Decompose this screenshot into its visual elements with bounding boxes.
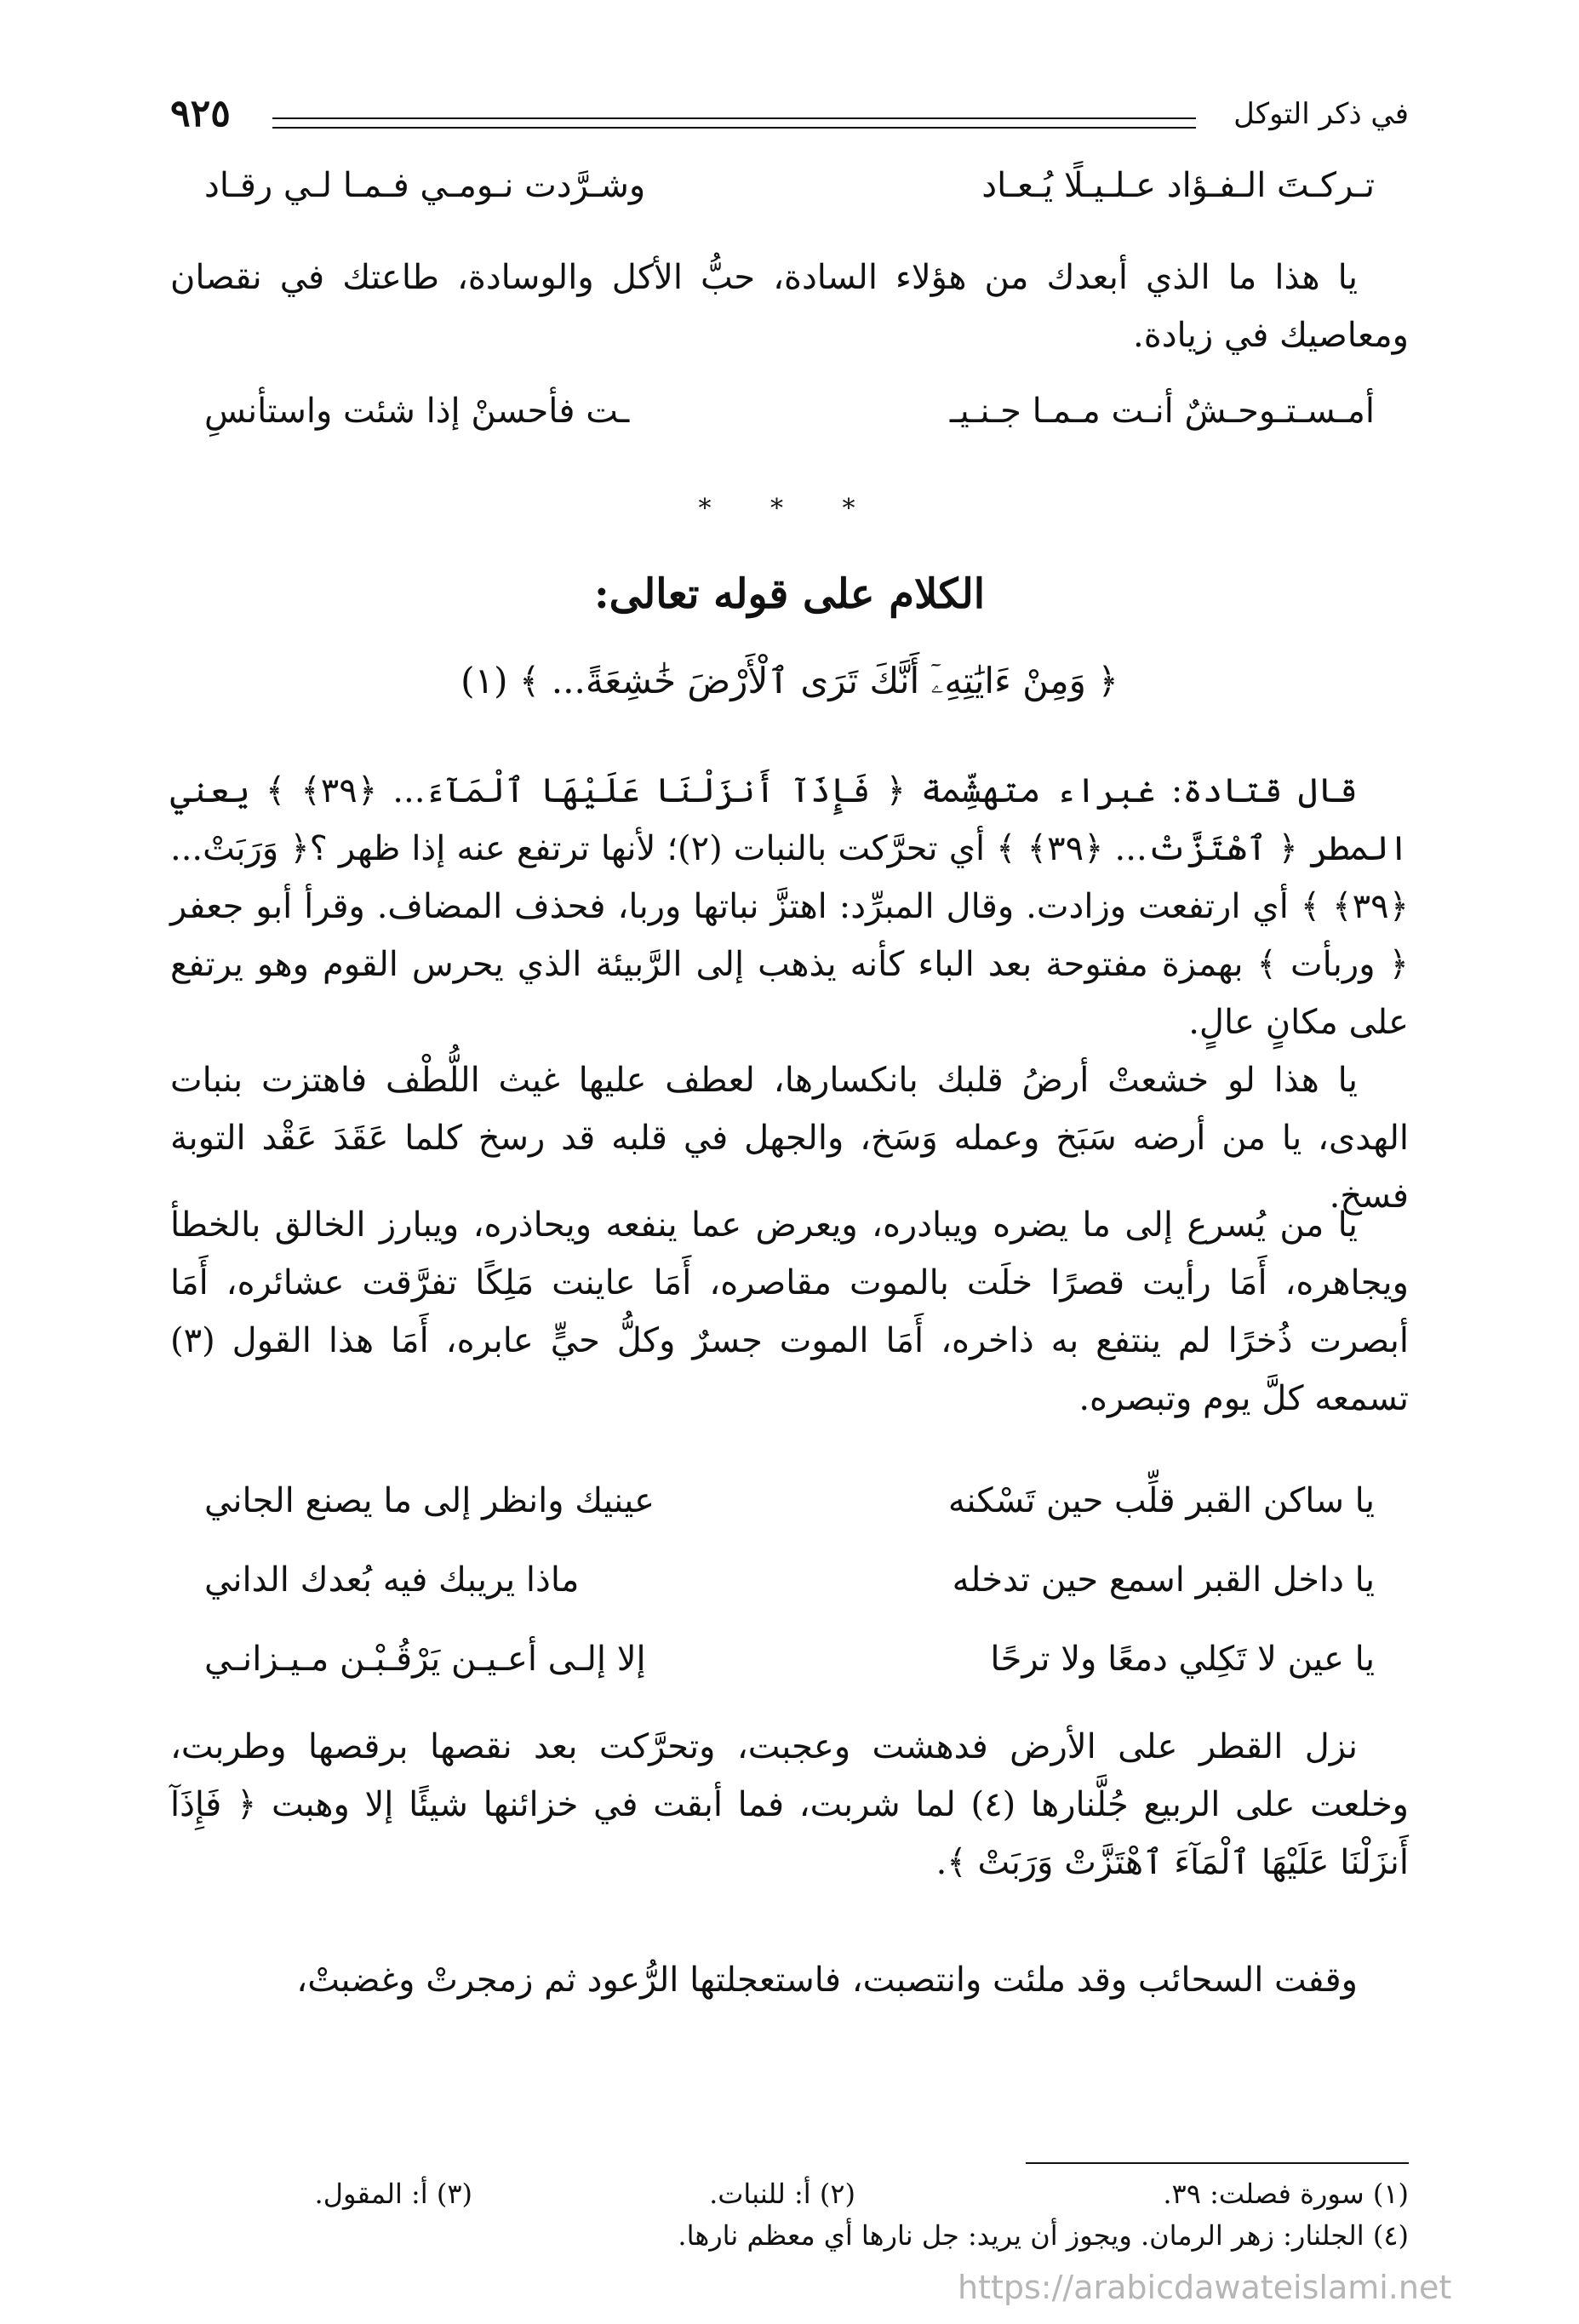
- footnote-2: (٢) أ: للنبات.: [709, 2178, 855, 2210]
- section-separator: * * *: [698, 494, 881, 524]
- paragraph-admonition: يا هذا ما الذي أبعدك من هؤلاء السادة، حبُّ الأكل والوسادة، طاعتك في نقصان ومعاصيك في زيادة.: [170, 258, 1409, 355]
- poem-line: [204, 392, 1375, 449]
- verse-first-hemistich: تـركـتَ الـفـؤاد عـلـيـلًا يُـعـاد: [981, 166, 1375, 205]
- verse-second-hemistich: ماذا يريبك فيه بُعدك الداني: [204, 1560, 580, 1600]
- paragraph-reflection: يا هذا لو خشعتْ أرضُ قلبك بانكسارها، لعطف عليها غيث اللُّطْف فاهتزت بنبات الهدى، يا من أرضه سَبَخ وعمله وَسَخ، والجهل في قلبه قد رسخ كلما عَقَدَ عَقْد التوبة فسخ.: [170, 1061, 1409, 1216]
- footnote-rule: [1026, 2162, 1409, 2164]
- verse-first-hemistich: أمـسـتـوحـشٌ أنـت مـمـا جـنـيـ: [949, 392, 1375, 431]
- footnote-4: (٤) الجلنار: زهر الرمان. ويجوز أن يريد: جل نارها أي معظم نارها.: [678, 2219, 1409, 2252]
- verse-second-hemistich: ـت فأحسنْ إذا شئت واستأنسِ: [204, 392, 630, 431]
- paragraph-exhortation: يا من يُسرع إلى ما يضره ويبادره، ويعرض عما ينفعه ويحاذره، ويبارز الخالق بالخطأ ويجاهره، أَمَا رأيت قصرًا خلَت بالموت مقاصره، أَمَا عاينت مَلِكًا تفرَّقت عشائره، أَمَا أبصرت ذُخرًا لم ينتفع به ذاخره، أَمَا الموت جسرٌ وكلُّ حيٍّ عابره، أَمَا هذا القول (٣) تسمعه كلَّ يوم وتبصره.: [170, 1205, 1409, 1418]
- paragraph-rain: نزل القطر على الأرض فدهشت وعجبت، وتحرَّكت بعد نقصها برقصها وطربت، وخلعت على الربيع جُلَّنارها (٤) لما شربت، فما أبقت في خزائنها شيئًا إلا وهبت ﴿ فَإِذَآ أَنزَلْنَا عَلَيْهَا ٱلْمَآءَ ٱهْتَزَّتْ وَرَبَتْ ﴾.: [170, 1727, 1409, 1882]
- section-heading: الكلام على قوله تعالى:: [593, 570, 986, 618]
- poem-line: [204, 166, 1375, 224]
- page-number: ٩٢٥: [170, 92, 231, 135]
- paragraph-tafsir: قال قتادة: غبراء متهشِّمة ﴿ فَإِذَآ أَنزَلْنَا عَلَيْهَا ٱلْمَآءَ... ﴿٣٩﴾ ﴾ يعني المطر ﴿ ٱهْتَزَّتْ... ﴿٣٩﴾ ﴾ أي تحرَّكت بالنبات (٢)؛ لأنها ترتفع عنه إذا ظهر ؟﴿ وَرَبَتْ... ﴿٣٩﴾ ﴾ أي ارتفعت وزادت. وقال المبرِّد: اهتزَّ نباتها وربا، فحذف المضاف. وقرأ أبو جعفر ﴿ وربأت ﴾ بهمزة مفتوحة بعد الباء كأنه يذهب إلى الرَّبيئة الذي يحرس القوم وهو يرتفع على مكانٍ عالٍ.: [170, 771, 1409, 1042]
- footnote-1: (١) سورة فصلت: ٣٩.: [1163, 2178, 1409, 2210]
- verse-second-hemistich: إلا إلـى أعـيـن يَرْقُـبْـن مـيـزانـي: [204, 1640, 646, 1679]
- header-rule: [272, 117, 1196, 129]
- poem-line: [204, 1481, 1375, 1539]
- verse-second-hemistich: وشـرَّدت نـومـي فـمـا لـي رقـاد: [204, 166, 646, 205]
- footnote-3: (٣) أ: المقول.: [314, 2178, 472, 2210]
- watermark-url: https://arabicdawateislami.net: [958, 2269, 1452, 2306]
- verse-first-hemistich: يا ساكن القبر قلِّب حين تَسْكنه: [947, 1481, 1375, 1520]
- poem-line: [204, 1640, 1375, 1697]
- verse-first-hemistich: يا داخل القبر اسمع حين تدخله: [952, 1560, 1375, 1600]
- verse-first-hemistich: يا عين لا تَكِلي دمعًا ولا ترحًا: [990, 1640, 1375, 1679]
- chapter-title: في ذكر التوكل: [1233, 97, 1409, 131]
- paragraph-clouds: وقفت السحائب وقد ملئت وانتصبت، فاستعجلتها الرُّعود ثم زمجرتْ وغضبتْ،: [296, 1961, 1358, 2000]
- quran-verse: ﴿ وَمِنْ ءَايَٰتِهِۦٓ أَنَّكَ تَرَى ٱلْأَرْضَ خَٰشِعَةً... ﴾ (١): [461, 660, 1118, 701]
- poem-line: [204, 1560, 1375, 1618]
- running-header: [170, 92, 1409, 143]
- verse-second-hemistich: عينيك وانظر إلى ما يصنع الجاني: [204, 1481, 655, 1520]
